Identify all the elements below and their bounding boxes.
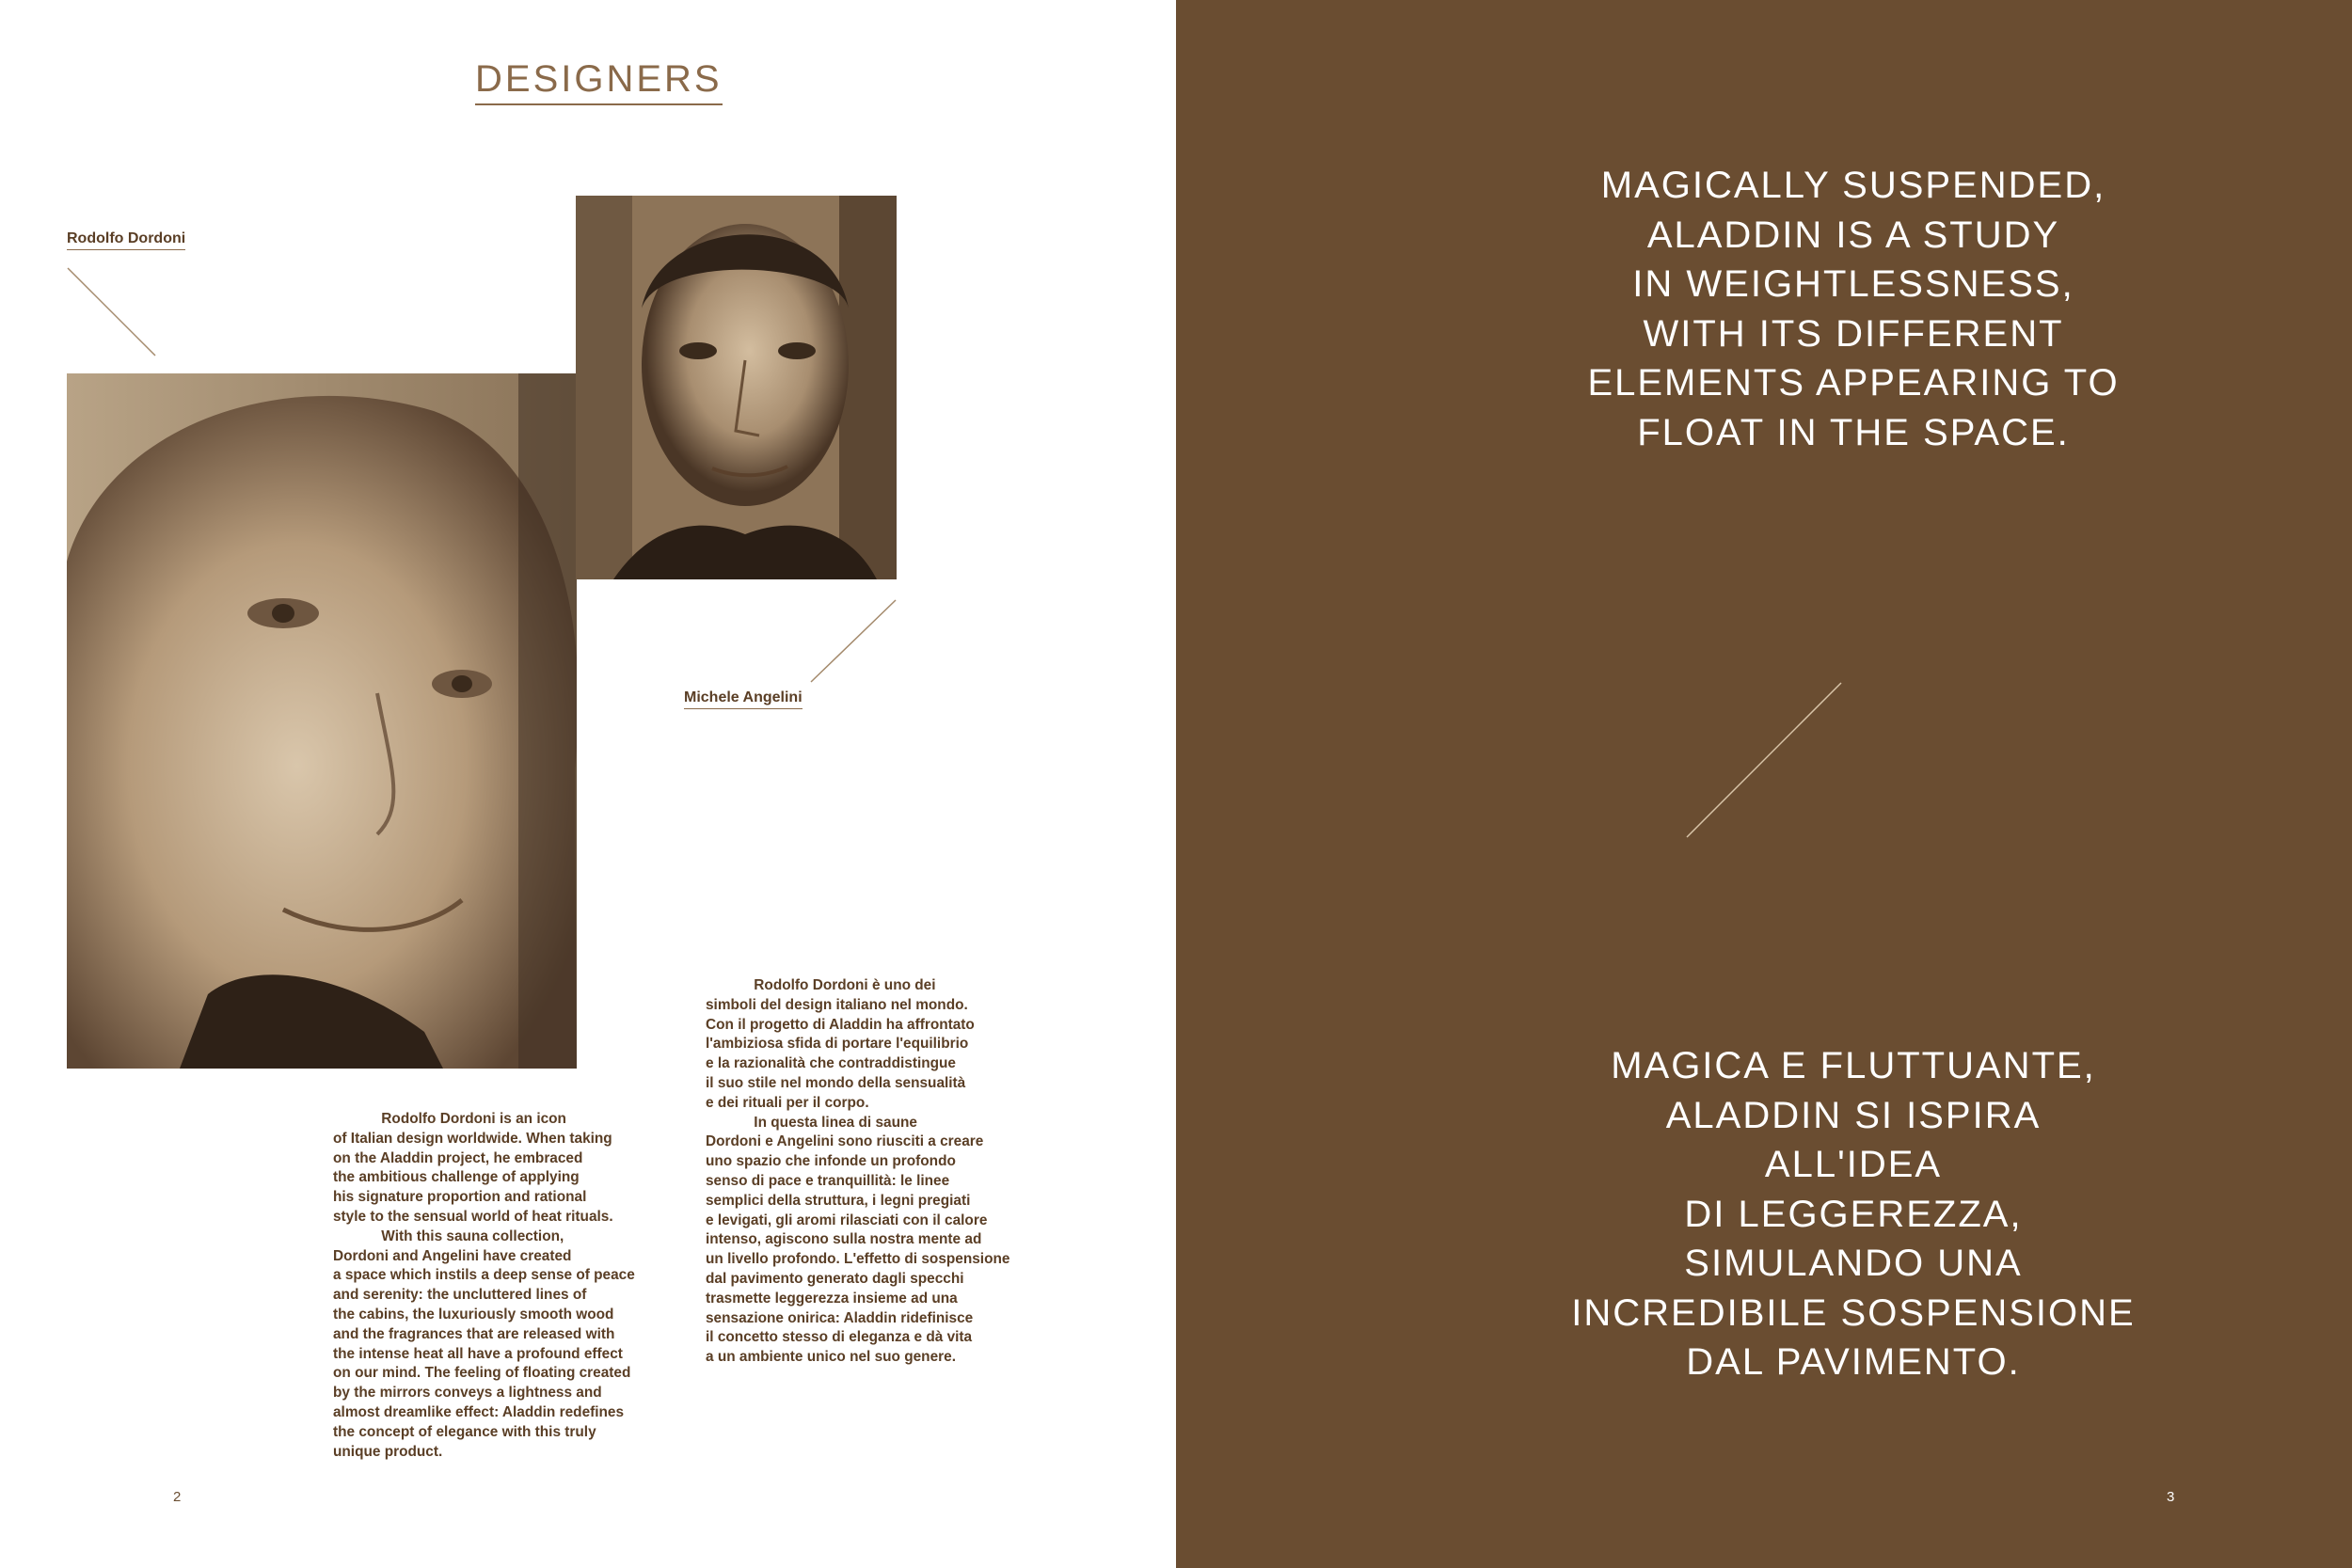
page-title: DESIGNERS — [475, 58, 723, 105]
page-number-left: 2 — [173, 1489, 182, 1505]
body-text-english: Rodolfo Dordoni is an icon of Italian design worldwide. When taking on the Aladdin project, he embraced the ambitious challenge of applying his signature proportion and rational style to the sensual world of heat rituals. With this sauna collection, Dordoni and Angelini have created a space which instils a deep sense of peace and serenity: the uncluttered lines of the cabins, the luxuriously smooth wood and the fragrances that are released with the intense heat all have a profound effect on our mind. The feeling of floating created by the mirrors conveys a lightness and almost dreamlike effect: Aladdin redefines the concept of elegance with this truly unique product. — [333, 1111, 635, 1460]
quote-english: MAGICALLY SUSPENDED, ALADDIN IS A STUDY IN WEIGHTLESSNESS, WITH ITS DIFFERENT ELEMENTS APPEARING TO FLOAT IN THE SPACE. — [1587, 165, 2120, 453]
right-page — [1176, 0, 2352, 1568]
leader-line-dordoni — [68, 268, 155, 356]
caption-michele-angelini: Michele Angelini — [684, 689, 803, 709]
divider-line — [1687, 683, 1841, 837]
caption-rodolfo-dordoni: Rodolfo Dordoni — [67, 230, 185, 250]
page-number-right: 3 — [2167, 1489, 2175, 1505]
leader-line-angelini — [811, 600, 896, 682]
portrait-rodolfo-dordoni — [67, 373, 577, 1069]
portrait-michele-angelini — [576, 196, 897, 579]
body-text-italian: Rodolfo Dordoni è uno dei simboli del design italiano nel mondo. Con il progetto di Aladdin ha affrontato l'ambiziosa sfida di portare l'equilibrio e la razionalità che contraddistingue il suo stile nel mondo della sensualità e dei rituali per il corpo. In questa linea di saune Dordoni e Angelini sono riusciti a creare uno spazio che infonde un profondo senso di pace e tranquillità: le linee semplici della struttura, i legni pregiati e levigati, gli aromi rilasciati con il calore intenso, agiscono sulla nostra mente ad un livello profondo. L'effetto di sospensione dal pavimento generato dagli specchi trasmette leggerezza insieme ad una sensazione onirica: Aladdin ridefinisce il concetto stesso di eleganza e dà vita a un ambiente unico nel suo genere. — [706, 977, 1010, 1366]
quote-italian: MAGICA E FLUTTUANTE, ALADDIN SI ISPIRA ALL'IDEA DI LEGGEREZZA, SIMULANDO UNA INCREDIBILE SOSPENSIONE DAL PAVIMENTO. — [1571, 1045, 2136, 1383]
